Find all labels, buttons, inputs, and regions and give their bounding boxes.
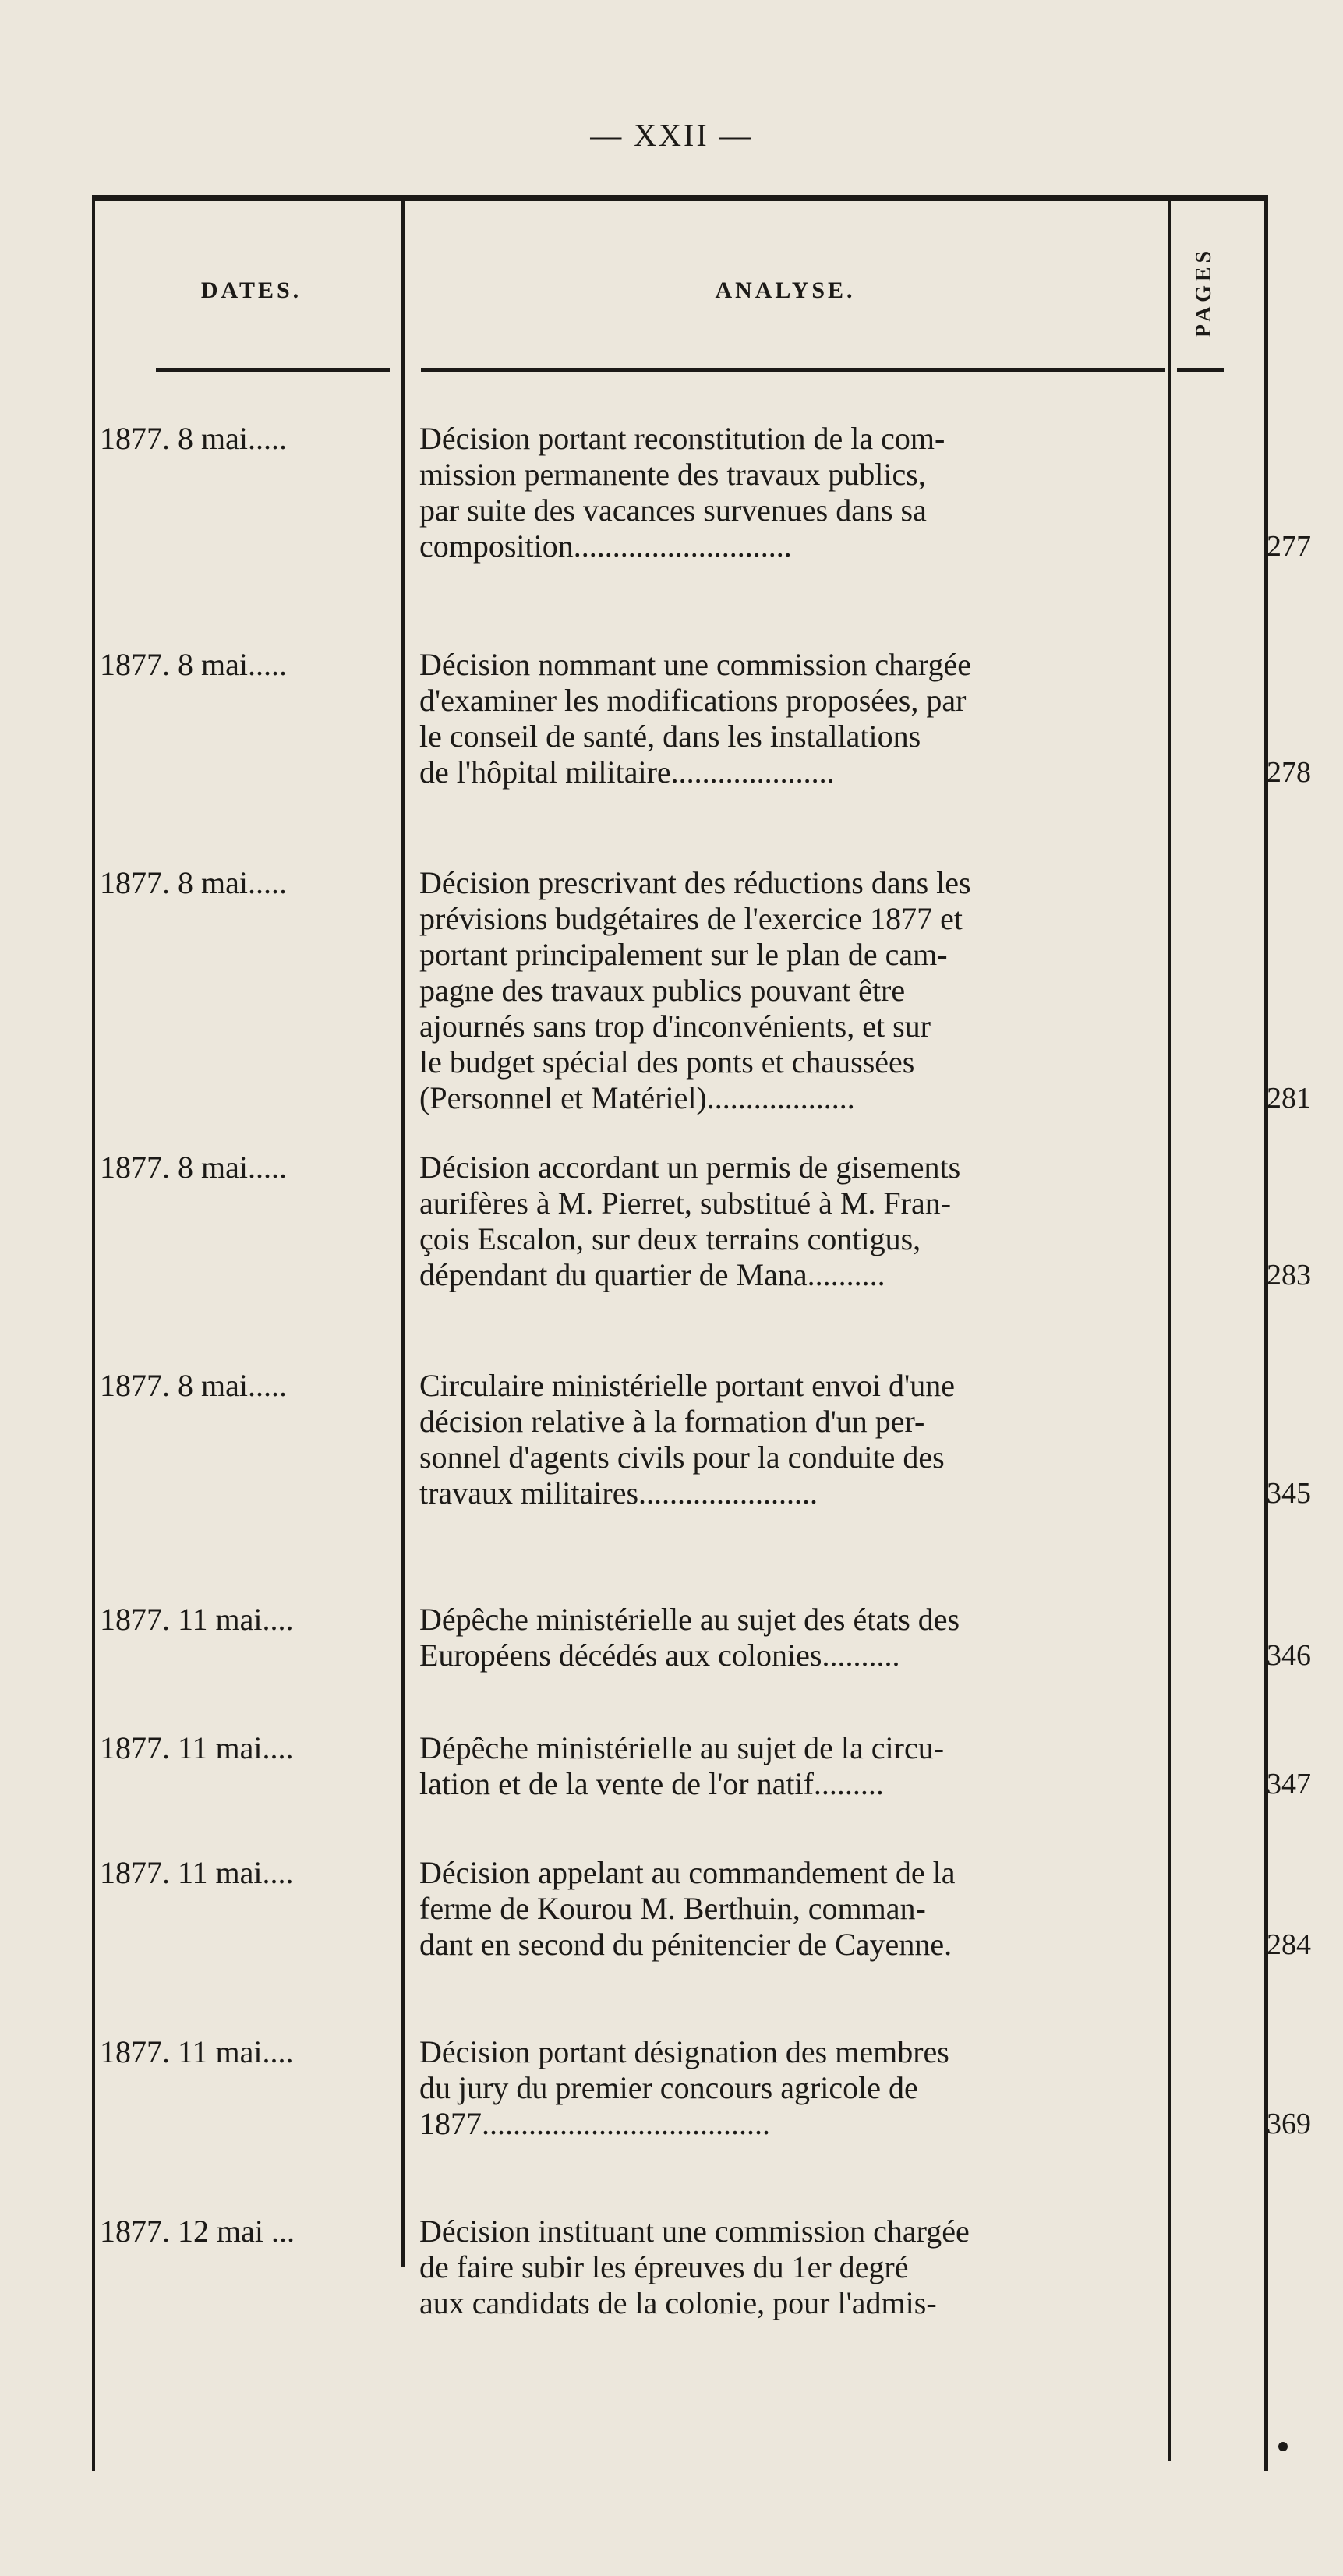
analysis-line: portant principalement sur le plan de cam- [419,937,948,972]
analysis-line: d'examiner les modifications proposées, par [419,683,967,718]
analysis-line: dépendant du quartier de Mana.......... [419,1257,885,1292]
analysis-line: Décision nommant une commission chargée [419,647,971,682]
analysis-line: aurifères à M. Pierret, substitué à M. Fran- [419,1186,952,1221]
entry-date: 1877. 8 mai..... [100,421,287,456]
entry-date: 1877. 11 mai.... [100,1602,294,1637]
analysis-line: 1877..................................... [419,2106,770,2141]
analysis-line: composition............................ [419,528,792,564]
analysis-line: Dépêche ministérielle au sujet des états des [419,1602,960,1637]
entry-page: 284 [1267,1928,1311,1961]
analysis-line: lation et de la vente de l'or natif......... [419,1766,884,1801]
entry-page: 347 [1267,1768,1311,1800]
analysis-line: mission permanente des travaux publics, [419,457,926,492]
entry-page: 277 [1267,530,1311,563]
analysis-line: pagne des travaux publics pouvant être [419,973,906,1008]
analysis-line: sonnel d'agents civils pour la conduite des [419,1440,945,1475]
analysis-line: du jury du premier concours agricole de [419,2070,918,2105]
analysis-line: travaux militaires....................... [419,1475,818,1511]
analysis-line: ferme de Kourou M. Berthuin, comman- [419,1891,926,1926]
entry-date: 1877. 8 mai..... [100,1368,287,1403]
analysis-line: (Personnel et Matériel)................... [419,1080,855,1115]
header-underline-analysis [421,368,1165,372]
analysis-line: de l'hôpital militaire..................... [419,754,835,790]
entry-page: 346 [1267,1639,1311,1672]
entry-page: 345 [1267,1477,1311,1510]
entry-page: 283 [1267,1259,1311,1292]
analysis-line: le conseil de santé, dans les installations [419,719,921,754]
analysis-line: de faire subir les épreuves du 1er degré [419,2249,909,2284]
analysis-line: Décision portant reconstitution de la com- [419,421,945,456]
entry-date: 1877. 8 mai..... [100,865,287,900]
entry-analysis [419,865,1246,1116]
column-header-analysis: ANALYSE. [715,277,856,303]
column-divider-dates [401,201,405,2267]
entry-page: 278 [1267,756,1311,789]
analysis-line: Décision portant désignation des membres [419,2034,949,2069]
entry-date: 1877. 8 mai..... [100,647,287,682]
column-header-pages: PAGES [1192,246,1216,338]
header-underline-dates [156,368,390,372]
analysis-line: Décision prescrivant des réductions dans les [419,865,971,900]
analysis-line: Décision instituant une commission chargée [419,2214,970,2249]
entry-date: 1877. 8 mai..... [100,1150,287,1185]
analysis-line: Décision appelant au commandement de la [419,1855,956,1890]
ink-dot [1278,2442,1288,2451]
entry-date: 1877. 11 mai.... [100,2034,294,2069]
entry-date: 1877. 11 mai.... [100,1855,294,1890]
entry-analysis [419,1730,1246,1802]
entry-analysis [419,2034,1246,2142]
entry-analysis [419,421,1246,564]
analysis-line: Dépêche ministérielle au sujet de la circu- [419,1730,945,1765]
analysis-line: prévisions budgétaires de l'exercice 1877 et [419,901,963,936]
analysis-line: çois Escalon, sur deux terrains contigus, [419,1221,921,1256]
entry-analysis [419,647,1246,790]
entry-date: 1877. 11 mai.... [100,1730,294,1765]
entry-analysis [419,2214,1246,2321]
entry-page: 369 [1267,2108,1311,2140]
analysis-line: ajournés sans trop d'inconvénients, et sur [419,1009,931,1044]
analysis-line: décision relative à la formation d'un per- [419,1404,925,1439]
analysis-line: Circulaire ministérielle portant envoi d'une [419,1368,955,1403]
analysis-line: aux candidats de la colonie, pour l'admis- [419,2285,937,2320]
page-number: — XXII — [590,118,753,153]
analysis-line: dant en second du pénitencier de Cayenne. [419,1927,952,1962]
analysis-line: Européens décédés aux colonies.......... [419,1638,900,1673]
header-underline-pages [1177,368,1224,372]
entry-analysis [419,1150,1246,1293]
entry-analysis [419,1855,1246,1963]
analysis-line: Décision accordant un permis de gisements [419,1150,961,1185]
analysis-line: par suite des vacances survenues dans sa [419,493,927,528]
entry-date: 1877. 12 mai ... [100,2214,295,2249]
entry-analysis [419,1602,1246,1673]
analysis-line: le budget spécial des ponts et chaussées [419,1044,915,1080]
entry-analysis [419,1368,1246,1511]
entry-page: 281 [1267,1082,1311,1115]
column-header-dates: DATES. [200,277,302,303]
